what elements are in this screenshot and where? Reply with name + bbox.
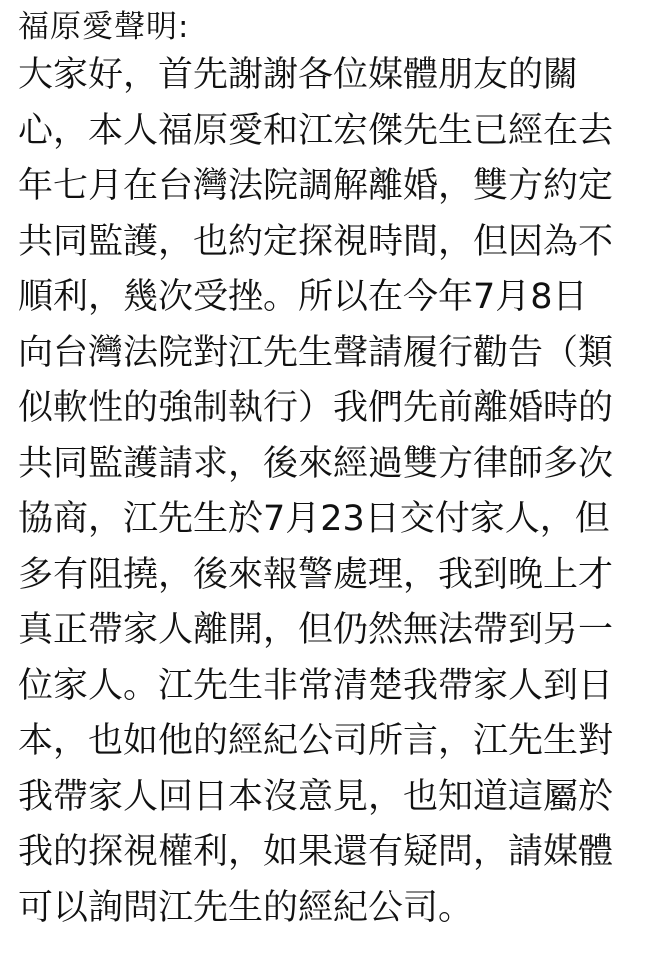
statement-line: 我的探視權利，如果還有疑問，請媒體 (18, 832, 614, 872)
statement-line: 位家人。江先生非常清楚我帶家人到日 (18, 665, 614, 706)
statement-title: 福原愛聲明: (18, 9, 190, 45)
statement-line: 協商，江先生於7月23日交付家人，但 (18, 499, 610, 539)
statement-line: 我帶家人回日本沒意見，也知道這屬於 (18, 776, 614, 817)
statement-line: 大家好，首先謝謝各位媒體朋友的關 (18, 55, 579, 95)
statement-line: 共同監護，也約定探視時間，但因為不 (18, 221, 614, 262)
statement-line: 可以詢問江先生的經紀公司。 (18, 887, 474, 928)
statement-line: 多有阻撓，後來報警處理，我到晚上才 (18, 554, 614, 595)
statement-line: 本，也如他的經紀公司所言，江先生對 (18, 721, 614, 761)
statement-line: 年七月在台灣法院調解離婚，雙方約定 (18, 166, 614, 206)
statement-line: 似軟性的強制執行）我們先前離婚時的 (18, 388, 614, 428)
statement-line: 心，本人福原愛和江宏傑先生已經在去 (18, 110, 614, 151)
statement-line: 向台灣法院對江先生聲請履行勸告（類 (18, 332, 614, 373)
statement-line: 順利，幾次受挫。所以在今年7月8日 (18, 277, 588, 317)
statement-line: 共同監護請求，後來經過雙方律師多次 (18, 443, 614, 484)
statement-document (18, 6, 648, 936)
statement-line: 真正帶家人離開，但仍然無法帶到另一 (18, 610, 614, 650)
